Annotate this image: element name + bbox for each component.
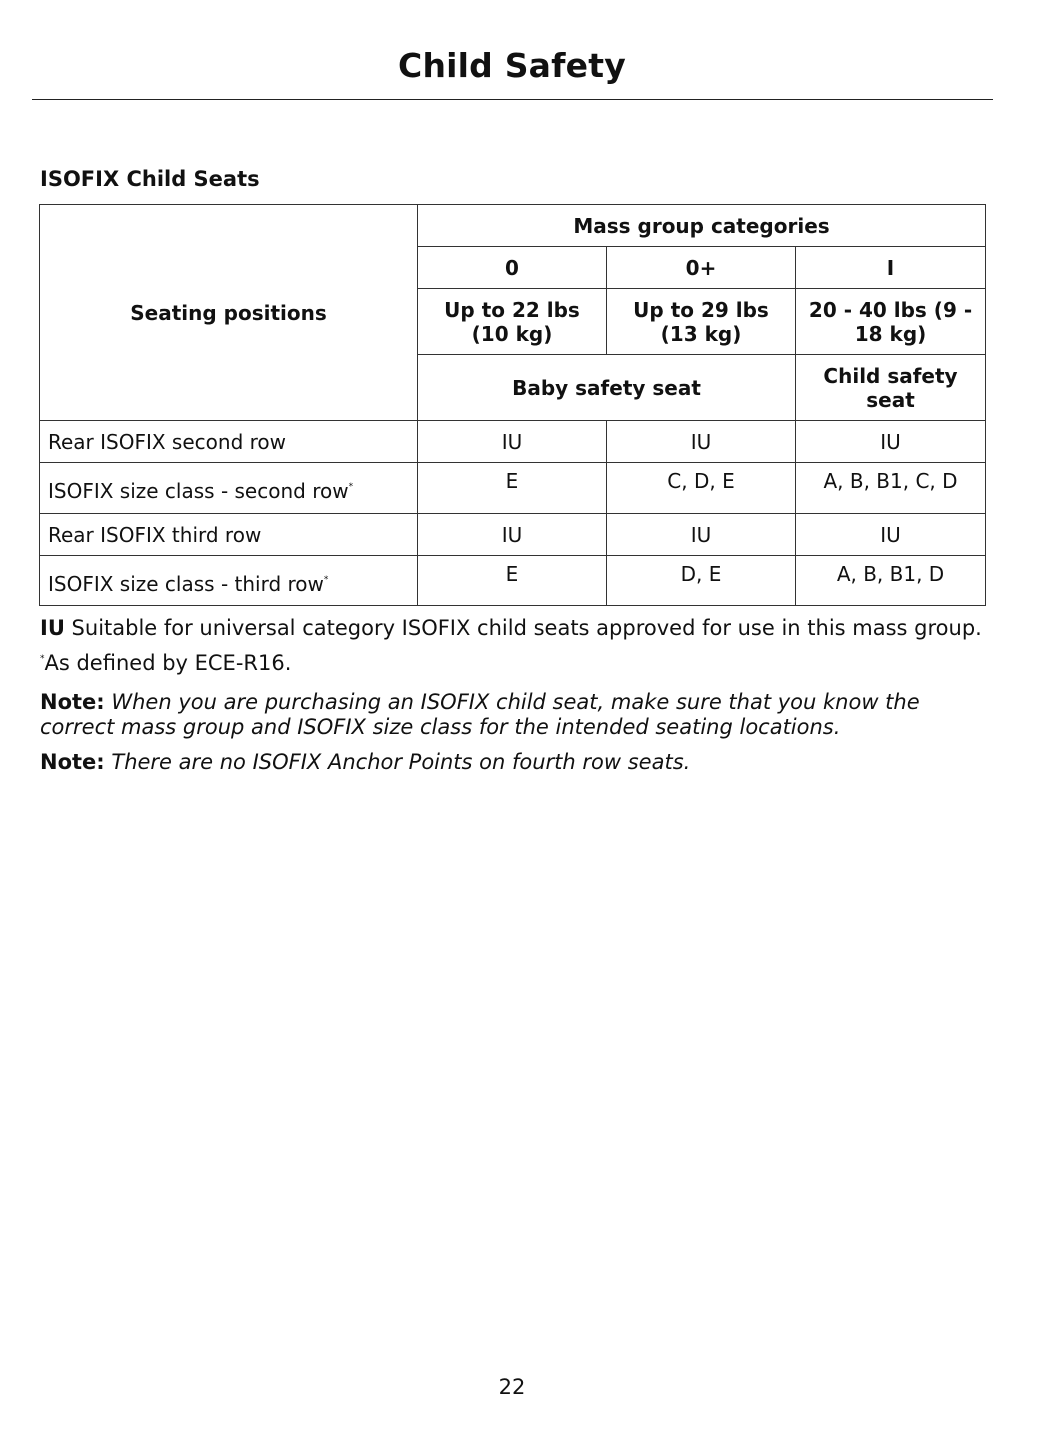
group-weight-1: 20 - 40 lbs (9 - 18 kg)	[796, 289, 986, 355]
table-cell: D, E	[607, 556, 796, 606]
title-divider	[32, 99, 993, 100]
table-cell: E	[418, 556, 607, 606]
baby-safety-seat-header: Baby safety seat	[418, 355, 796, 421]
table-cell: IU	[607, 514, 796, 556]
table-cell: A, B, B1, C, D	[796, 463, 986, 514]
table-cell: IU	[796, 421, 986, 463]
footnote-marker: *	[348, 482, 354, 492]
table-cell: C, D, E	[607, 463, 796, 514]
note-purchase: Note: When you are purchasing an ISOFIX child seat, make sure that you know the correct mass group and ISOFIX size class for the intended seating locations.	[40, 690, 920, 739]
group-code-0plus: 0+	[607, 247, 796, 289]
row-label: ISOFIX size class - second row*	[40, 463, 418, 514]
note-fourth-row: Note: There are no ISOFIX Anchor Points on fourth row seats.	[40, 750, 691, 774]
table-row	[40, 514, 986, 556]
isofix-table	[39, 204, 986, 606]
seating-positions-header: Seating positions	[40, 205, 418, 421]
row-label: ISOFIX size class - third row*	[40, 556, 418, 606]
group-code-0: 0	[418, 247, 607, 289]
iu-footnote: IU Suitable for universal category ISOFIX child seats approved for use in this mass group.	[40, 616, 982, 640]
row-label: Rear ISOFIX third row	[40, 514, 418, 556]
group-weight-0plus: Up to 29 lbs (13 kg)	[607, 289, 796, 355]
star-footnote: *As defined by ECE-R16.	[40, 651, 292, 675]
table-cell: IU	[796, 514, 986, 556]
table-cell: IU	[418, 421, 607, 463]
group-code-1: I	[796, 247, 986, 289]
table-row	[40, 421, 986, 463]
page-title: Child Safety	[398, 46, 626, 85]
child-safety-seat-header: Child safety seat	[796, 355, 986, 421]
page-number: 22	[498, 1375, 526, 1399]
table-cell: IU	[418, 514, 607, 556]
group-weight-0: Up to 22 lbs (10 kg)	[418, 289, 607, 355]
section-heading: ISOFIX Child Seats	[40, 167, 260, 191]
table-row	[40, 556, 986, 606]
row-label: Rear ISOFIX second row	[40, 421, 418, 463]
mass-group-header: Mass group categories	[418, 205, 986, 247]
table-row	[40, 463, 986, 514]
table-cell: IU	[607, 421, 796, 463]
footnote-marker: *	[323, 574, 329, 585]
table-cell: A, B, B1, D	[796, 556, 986, 606]
table-cell: E	[418, 463, 607, 514]
